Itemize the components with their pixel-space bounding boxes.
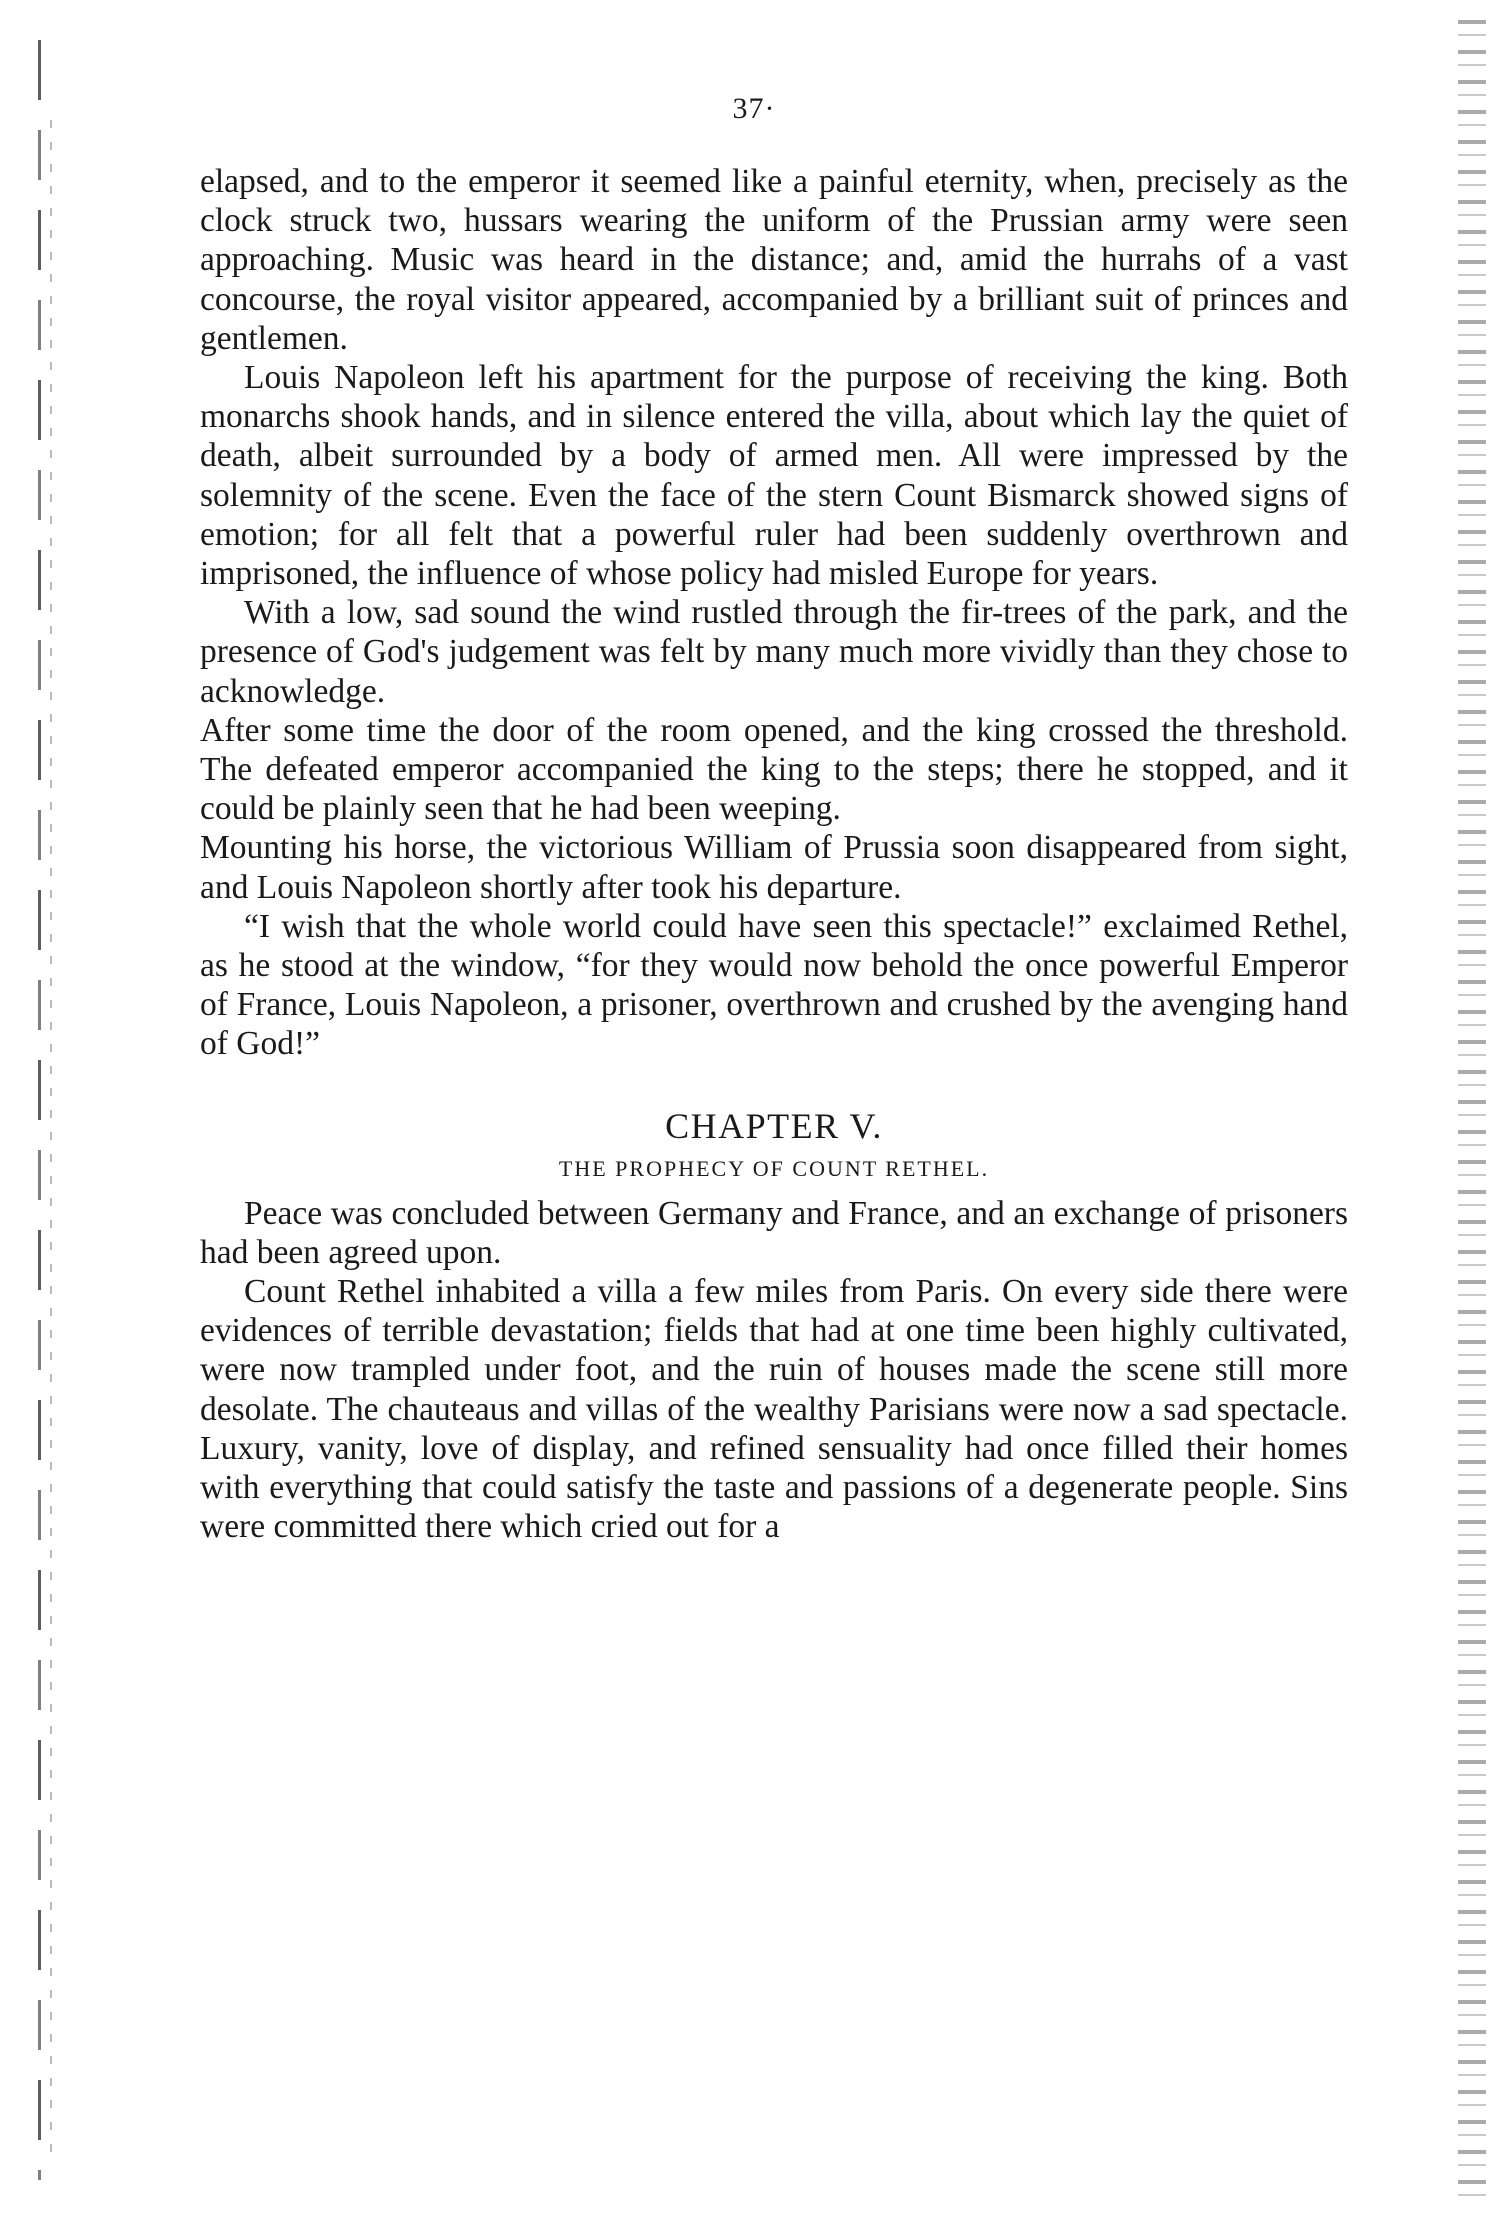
paragraph: Count Rethel inhabited a villa a few miles from Paris. On every side there were evidences of terrible devastation; fields that had at one time been highly cultivated, were now trampled under foot, and the ruin of houses made the scene still more desolate. The chauteaus and villas of the wealthy Parisians were now a sad spectacle. Luxury, vanity, love of display, and refined sensuality had once filled their homes with everything that could satisfy the taste and passions of a degenerate people. Sins were committed there which cried out for a <box>200 1273 1348 1546</box>
paragraph: Louis Napoleon left his apartment for the purpose of receiving the king. Both monarchs shook hands, and in silence entered the villa, about which lay the quiet of death, albeit surrounded by a body of armed men. All were impressed by the solemnity of the scene. Even the face of the stern Count Bismarck showed signs of emotion; for all felt that a powerful ruler had been suddenly overthrown and imprisoned, the influence of whose policy had misled Europe for years. <box>200 359 1348 593</box>
scan-border-left-dots <box>50 120 52 2160</box>
paragraph: Peace was concluded between Germany and France, and an exchange of prisoners had been agreed upon. <box>200 1194 1348 1271</box>
scan-border-left <box>38 40 41 2180</box>
chapter-title: CHAPTER V. <box>665 1105 883 1146</box>
scan-border-right <box>1458 20 1486 2200</box>
page-number: 37· <box>732 92 776 125</box>
paragraph: With a low, sad sound the wind rustled through the fir-trees of the park, and the presence of God's judgement was felt by many much more vividly than they chose to acknowledge. <box>200 594 1348 710</box>
paragraph: elapsed, and to the emperor it seemed like a painful eternity, when, precisely as the clock struck two, hussars wearing the uniform of the Prussian army were seen approaching. Music was heard in the distance; and, amid the hurrahs of a vast concourse, the royal visitor appeared, accompanied by a brilliant suit of princes and gentlemen. <box>200 163 1348 357</box>
paragraph: “I wish that the whole world could have seen this spectacle!” exclaimed Rethel, as he stood at the window, “for they would now behold the once powerful Emperor of France, Louis Napoleon, a prisoner, overthrown and crushed by the avenging hand of God!” <box>200 907 1348 1063</box>
paragraph: After some time the door of the room opened, and the king crossed the threshold. The defeated emperor accompanied the king to the steps; there he stopped, and it could be plainly seen that he had been weeping. <box>200 711 1348 828</box>
body-text <box>200 162 1348 1547</box>
chapter-subtitle: THE PROPHECY OF COUNT RETHEL. <box>558 1155 990 1181</box>
paragraph: Mounting his horse, the victorious William of Prussia soon disappeared from sight, and Louis Napoleon shortly after took his departure. <box>200 829 1348 906</box>
